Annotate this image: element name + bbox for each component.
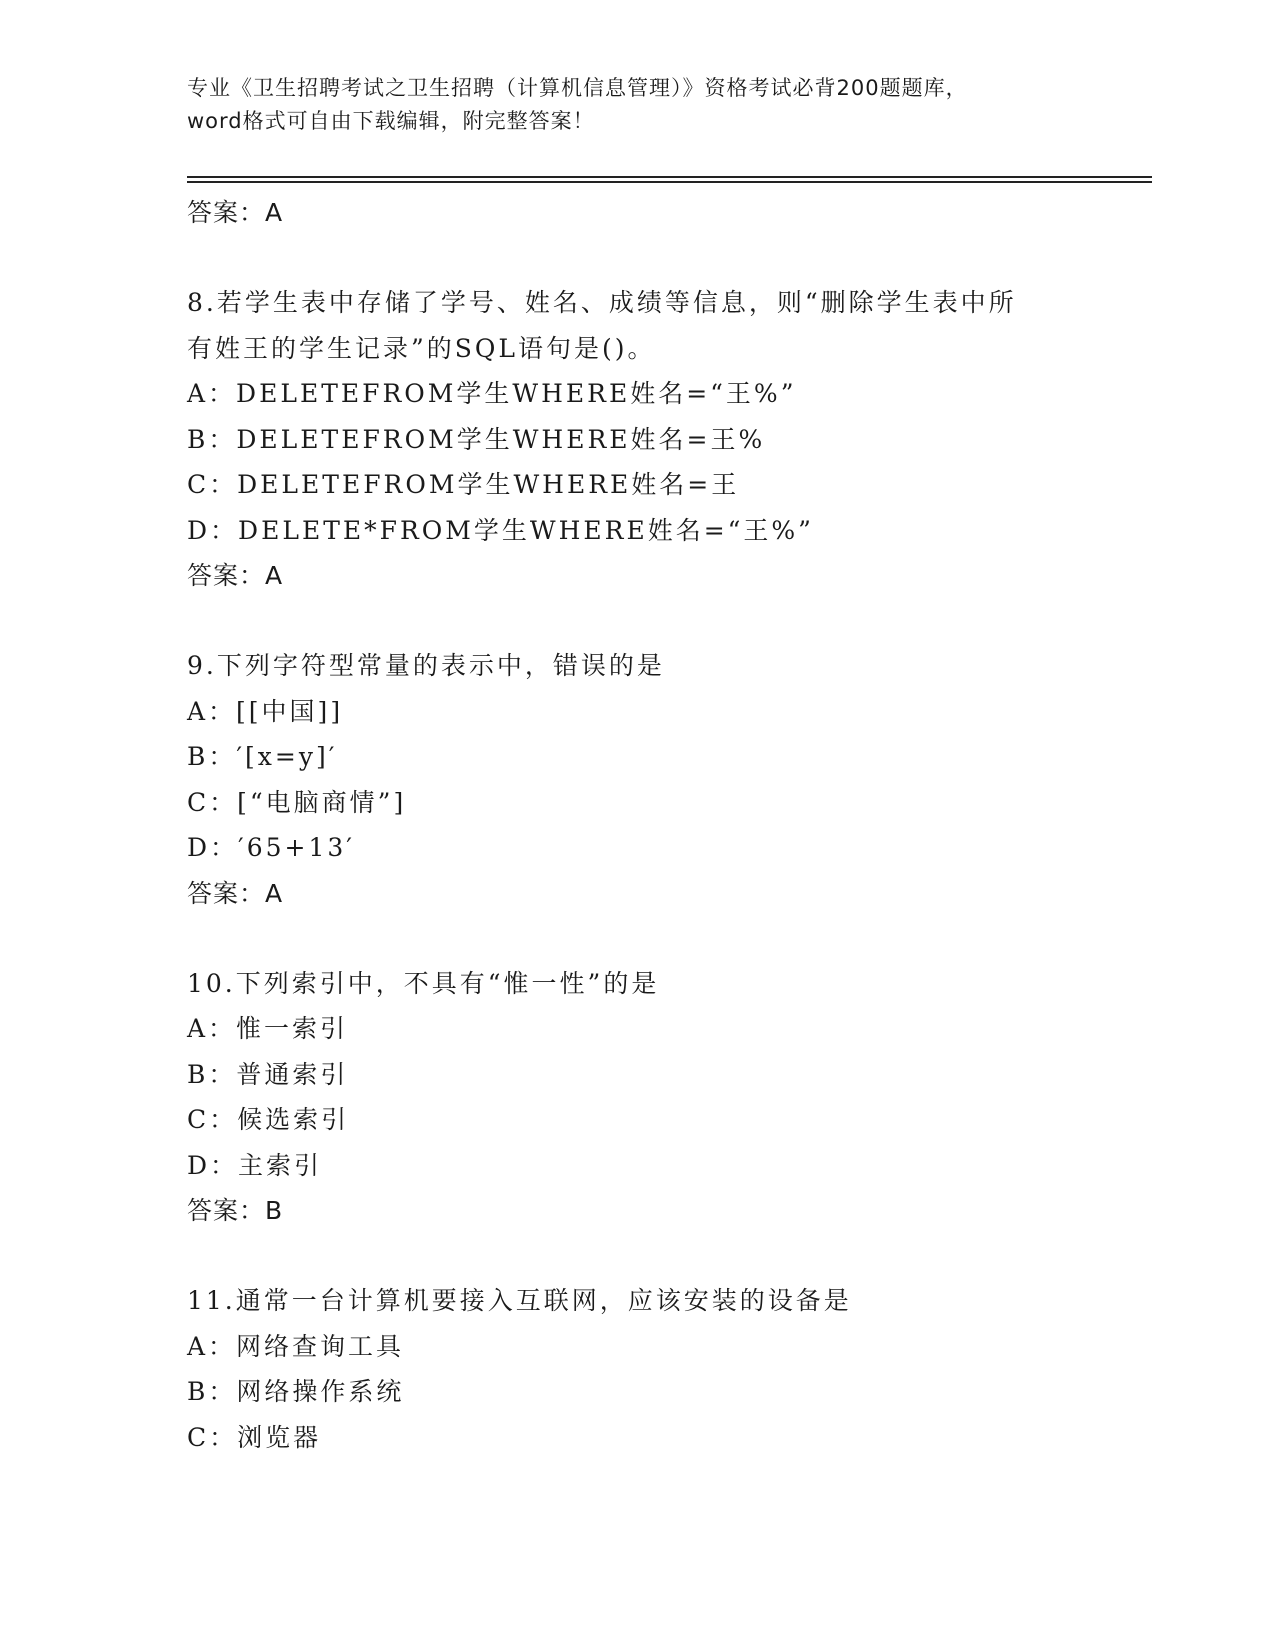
option-a: A：网络查询工具 [187, 1331, 405, 1361]
header-divider-top [187, 176, 1152, 178]
answer-line: 答案：A [187, 198, 284, 227]
document-header [187, 72, 1087, 138]
question-stem: 有姓王的学生记录”的SQL语句是()。 [187, 333, 656, 363]
header-title-line: 专业《卫生招聘考试之卫生招聘（计算机信息管理）》资格考试必背200题题库， [187, 76, 968, 100]
option-c: C：浏览器 [187, 1422, 322, 1452]
option-c: C：DELETEFROM学生WHERE姓名=王 [187, 470, 740, 499]
option-b: B：普通索引 [187, 1059, 349, 1089]
option-b: B：网络操作系统 [187, 1377, 405, 1406]
option-c: C：候选索引 [187, 1105, 350, 1134]
option-c: C：[“电脑商情”] [187, 787, 407, 817]
answer-line: 答案：B [187, 1196, 284, 1225]
option-b: B：′[x=y]′ [187, 742, 338, 771]
option-a: A：[[中国]] [187, 696, 344, 726]
question-block [187, 280, 1147, 599]
question-block [187, 1278, 1147, 1460]
option-d: D：主索引 [187, 1150, 323, 1180]
question-stem: 8.若学生表中存储了学号、姓名、成绩等信息，则“删除学生表中所 [187, 288, 1017, 317]
question-stem: 9.下列字符型常量的表示中，错误的是 [187, 651, 665, 680]
document-body [187, 190, 1147, 1460]
header-subtitle-line: word格式可自由下载编辑，附完整答案！ [187, 109, 595, 133]
option-d: D：DELETE*FROM学生WHERE姓名=“王%” [187, 515, 814, 545]
question-stem: 10.下列索引中，不具有“惟一性”的是 [187, 968, 660, 998]
question-block [187, 643, 1147, 917]
question-stem: 11.通常一台计算机要接入互联网，应该安装的设备是 [187, 1286, 852, 1315]
option-a: A：DELETEFROM学生WHERE姓名=“王%” [187, 379, 797, 408]
header-divider-bottom [187, 181, 1152, 183]
option-d: D：′65+13′ [187, 833, 355, 862]
option-a: A：惟一索引 [187, 1014, 349, 1043]
option-b: B：DELETEFROM学生WHERE姓名=王% [187, 424, 766, 454]
answer-line: 答案：A [187, 878, 284, 908]
answer-line: 答案：A [187, 561, 284, 590]
question-block [187, 961, 1147, 1235]
